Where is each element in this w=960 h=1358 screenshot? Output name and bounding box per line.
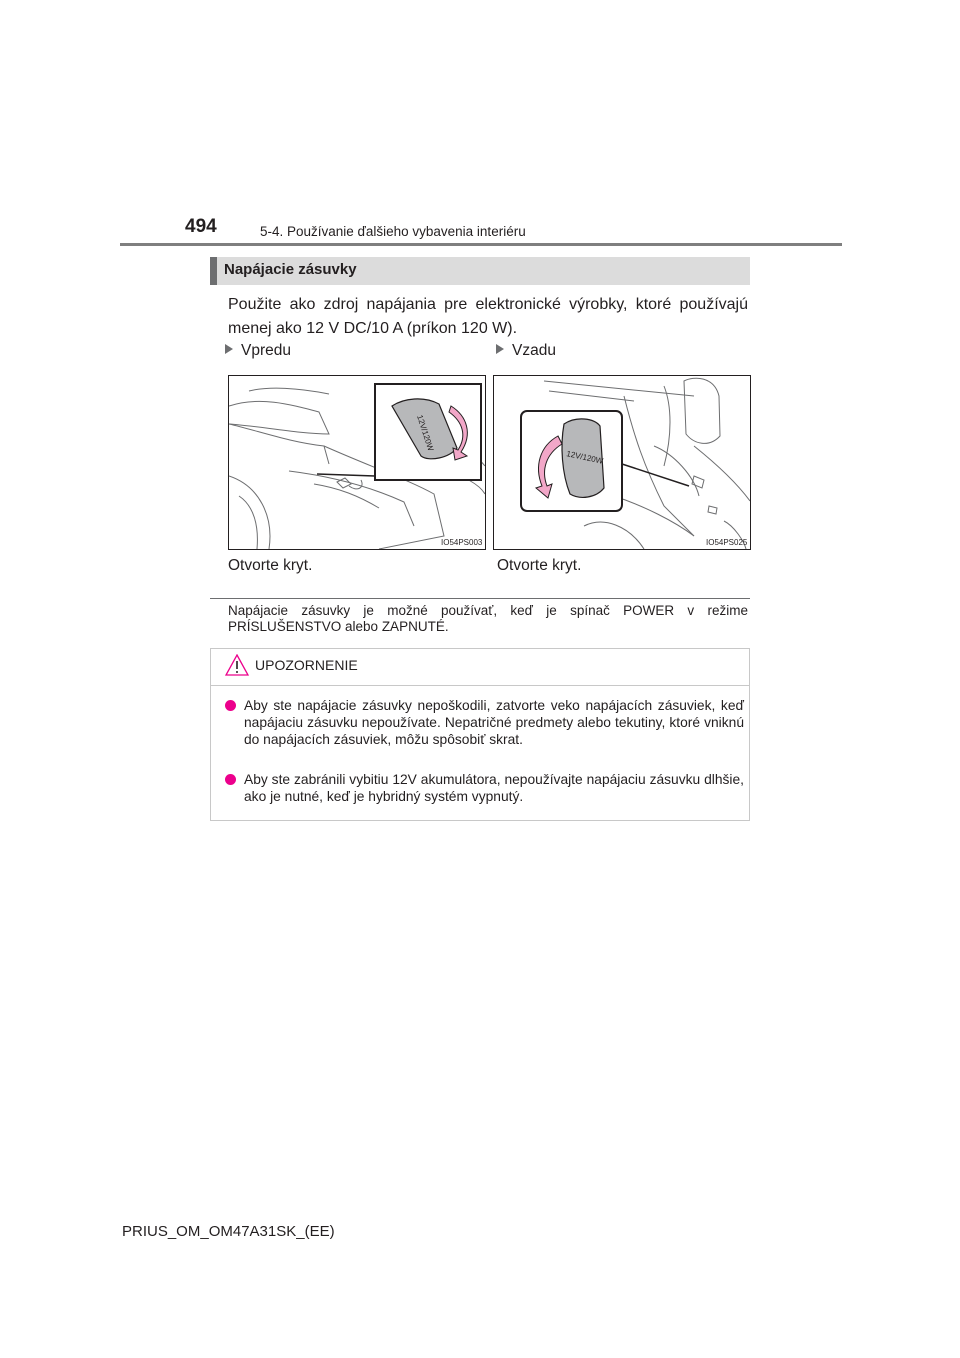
header-rule xyxy=(120,243,842,246)
figure-front xyxy=(228,375,486,550)
figure-code: IO54PS003 xyxy=(441,538,483,547)
warning-icon xyxy=(225,654,249,676)
note-rule xyxy=(210,598,750,599)
figure-rear xyxy=(493,375,751,550)
page-number: 494 xyxy=(185,216,217,237)
title-accent xyxy=(210,257,217,285)
warning-item: Aby ste napájacie zásuvky nepoškodili, zatvorte veko napájacích zásuviek, keď napájaciu zásuvku nepoužívate. Nepatričné predmety alebo tekutiny, ktoré vniknú do napájacích zásuviek, môžu spôsobiť skrat. xyxy=(244,697,744,748)
bullet-dot-icon xyxy=(225,774,236,785)
usage-note: Napájacie zásuvky je možné používať, keď je spínač POWER v režime PRÍSLUŠENSTVO alebo ZAPNUTÉ. xyxy=(228,603,748,634)
figure-code: IO54PS025 xyxy=(706,538,748,547)
figure-front-label: Vpredu xyxy=(225,342,291,360)
warning-title: UPOZORNENIE xyxy=(255,657,358,673)
triangle-bullet-icon xyxy=(225,344,233,354)
bullet-dot-icon xyxy=(225,700,236,711)
cover-text: 12V/120W xyxy=(565,449,604,466)
intro-text: Použite ako zdroj napájania pre elektronické výrobky, ktoré používajú menej ako 12 V DC/10 A (príkon 120 W). xyxy=(228,296,748,337)
figure-front-caption: Otvorte kryt. xyxy=(228,557,313,574)
triangle-bullet-icon xyxy=(496,344,504,354)
front-console-illustration xyxy=(229,376,485,549)
cover-text: 12V/120W xyxy=(415,413,436,453)
socket-cover-rear xyxy=(562,419,604,497)
title-bar xyxy=(210,257,750,285)
footer-code: PRIUS_OM_OM47A31SK_(EE) xyxy=(122,1223,335,1240)
warning-item: Aby ste zabránili vybitiu 12V akumulátora, nepoužívajte napájaciu zásuvku dlhšie, ako je nutné, keď je hybridný systém vypnutý. xyxy=(244,771,744,805)
rear-console-illustration xyxy=(494,376,750,549)
figure-rear-label: Vzadu xyxy=(496,342,556,360)
figure-rear-caption: Otvorte kryt. xyxy=(497,557,582,574)
section-title: 5-4. Používanie ďalšieho vybavenia interiéru xyxy=(260,224,526,239)
warning-box xyxy=(210,648,750,821)
warning-header xyxy=(211,649,749,686)
page-title: Napájacie zásuvky xyxy=(224,261,357,278)
